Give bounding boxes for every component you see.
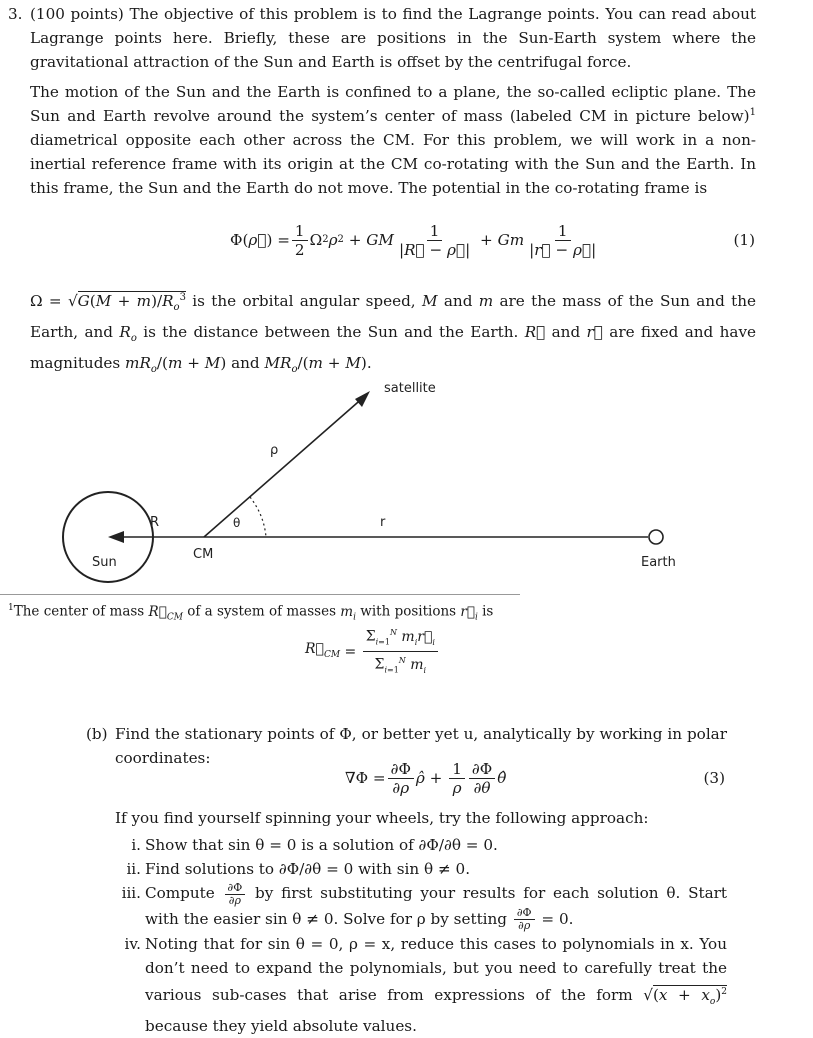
earth-label: Earth [641,555,676,570]
theta-arc [250,497,266,537]
ecliptic-text-b: diametrical opposite each other across the CM. For this problem, we will work in a non-inertial reference frame with its origin at the CM co-rotating with the Sun and the Earth. In this frame, the Sun and the Earth do not move. The potential in the co-rotating frame is [30,131,756,197]
omega-text-a: is the orbital angular speed, [185,292,422,311]
omega-paragraph: $\Omega = √G(M + m)/R_o^3$ is the orbital angular speed, M and m are the mass of the Sun and the Earth, and $R_o$ is the distance between the Sun and the Earth. R⃗ and r⃗ are fixed and have magnitudes $mR_o/(m + M)$ and $MR_o/(m + M)$. [30,292,757,376]
cm-label: CM [193,547,214,562]
theta-label: θ [233,516,241,530]
satellite-label: satellite [384,381,436,396]
footnote-text-d: is [477,603,494,620]
list-item-text: Show that sin θ = 0 is a solution of ∂Φ/∂θ = 0. [145,836,498,854]
ecliptic-paragraph [30,80,756,200]
list-marker: i. [131,836,141,854]
list-item-text-a: Compute [145,884,223,902]
list-marker: iv. [124,935,141,953]
list-marker: iii. [121,884,141,902]
footnote-text-c: with positions [356,603,461,620]
list-item-text-b: because they yield absolute values. [145,1017,417,1036]
earth-marker [649,530,663,544]
footnote: $^1$The center of mass $R⃗_{CM}$ of a system of masses $m_i$ with positions $r⃗_i$ is [8,603,494,623]
equation-3-body: ∇Φ = $\frac{\partial\Phi}{\partial\rho}$ ρ̂ + $\frac{1}{\rho}$ $\frac{\partial\Phi}{\partial\theta}$ θ̂ [345,759,507,797]
list-item-text-b: by first substituting your results for each solution θ. Start with the easier sin θ ≠ 0. Solve for ρ by setting [145,884,727,928]
r-arrowhead [108,531,124,543]
list-item-text-c: = 0. [536,909,574,928]
part-b-label: (b) [86,725,108,743]
footnote-text-a: The center of mass [13,603,149,620]
equation-3 [0,758,813,798]
steps-list [115,833,727,1038]
word-and-1: and [443,292,473,311]
word-and-2: and [551,323,581,342]
list-item: iv. Noting that for sin θ = 0, ρ = x, reduce this cases to polynomials in x. You don’t need to expand the polynomials, but you need to carefully treat the various sub-cases that arise from expressions of the form $√(x + x_o)^2$ because they yield absolute values. [115,932,727,1038]
omega-text-c: is the distance between the Sun and the Earth. [136,323,525,342]
omega-text-d: are fixed and have magnitudes [30,323,757,373]
list-item-text: Find solutions to ∂Φ/∂θ = 0 with sin θ ≠ 0. [145,860,471,878]
omega-text-b: are the mass of the Sun and the Earth, and [30,292,756,342]
footnote-ref: 1 [749,106,756,118]
part-b-text: Find the stationary points of Φ, or better yet u, analytically by working in polar coordinates: [115,725,727,767]
intro-paragraph: (100 points) The objective of this problem is to find the Lagrange points. You can read about Lagrange points here. Briefly, these are positions in the Sun-Earth system where the gravitational attraction of the Sun and Earth is offset by the centrifugal force. [30,5,756,71]
list-item [115,857,727,881]
problem-number: 3. [8,5,23,23]
list-item-text-a: Noting that for sin θ = 0, ρ = x, reduce this cases to polynomials in x. You don’t need to expand the polynomials, but you need to carefully treat the various sub-cases that arise from expressions of the form [145,935,727,1005]
sun-label: Sun [92,555,117,570]
equation-1 [0,220,813,260]
footnote-rule [0,594,520,595]
equation-3-tag: (3) [703,769,725,787]
footnote-mark: 1 [8,603,14,613]
rho-label: ρ [270,443,279,458]
equation-1-body: Φ( ρ⃗ ) = $\frac{1}{2}$ Ω 2 ρ 2 + GM $\frac{1}{|R⃗ - \rho⃗|}$ + Gm $\frac{1}{|r⃗ - \rho⃗|}$ [230,221,597,259]
equation-1-tag: (1) [733,231,755,249]
omega-text-e: . [366,354,372,373]
R-label: R [150,515,160,530]
list-marker: ii. [126,860,141,878]
sun-earth-diagram [0,370,813,585]
cm-equation: $R⃗_{CM}$ = $\frac{\Sigma_{i=1}^N m_ir⃗_i}{\Sigma_{i=1}^N m_i}$ [305,624,440,680]
ecliptic-text-a: The motion of the Sun and the Earth is confined to a plane, the so-called ecliptic plane. The Sun and Earth revolve around the system’s center of mass (labeled CM in picture below) [30,83,756,125]
rho-arrowhead [355,391,370,407]
list-item: iii. Compute $\frac{\partial\Phi}{\partial\rho}$ by first substituting your results for each solution θ. Start with the easier sin θ ≠ 0. Solve for ρ by setting $\frac{\partial\Phi}{\partial\rho}$ = 0. [115,881,727,932]
rho-vector [204,396,365,537]
r-label: r [380,515,386,530]
hint-text: If you find yourself spinning your wheels, try the following approach: [115,809,649,827]
list-item [115,833,727,857]
footnote-text-b: of a system of masses [182,603,341,620]
